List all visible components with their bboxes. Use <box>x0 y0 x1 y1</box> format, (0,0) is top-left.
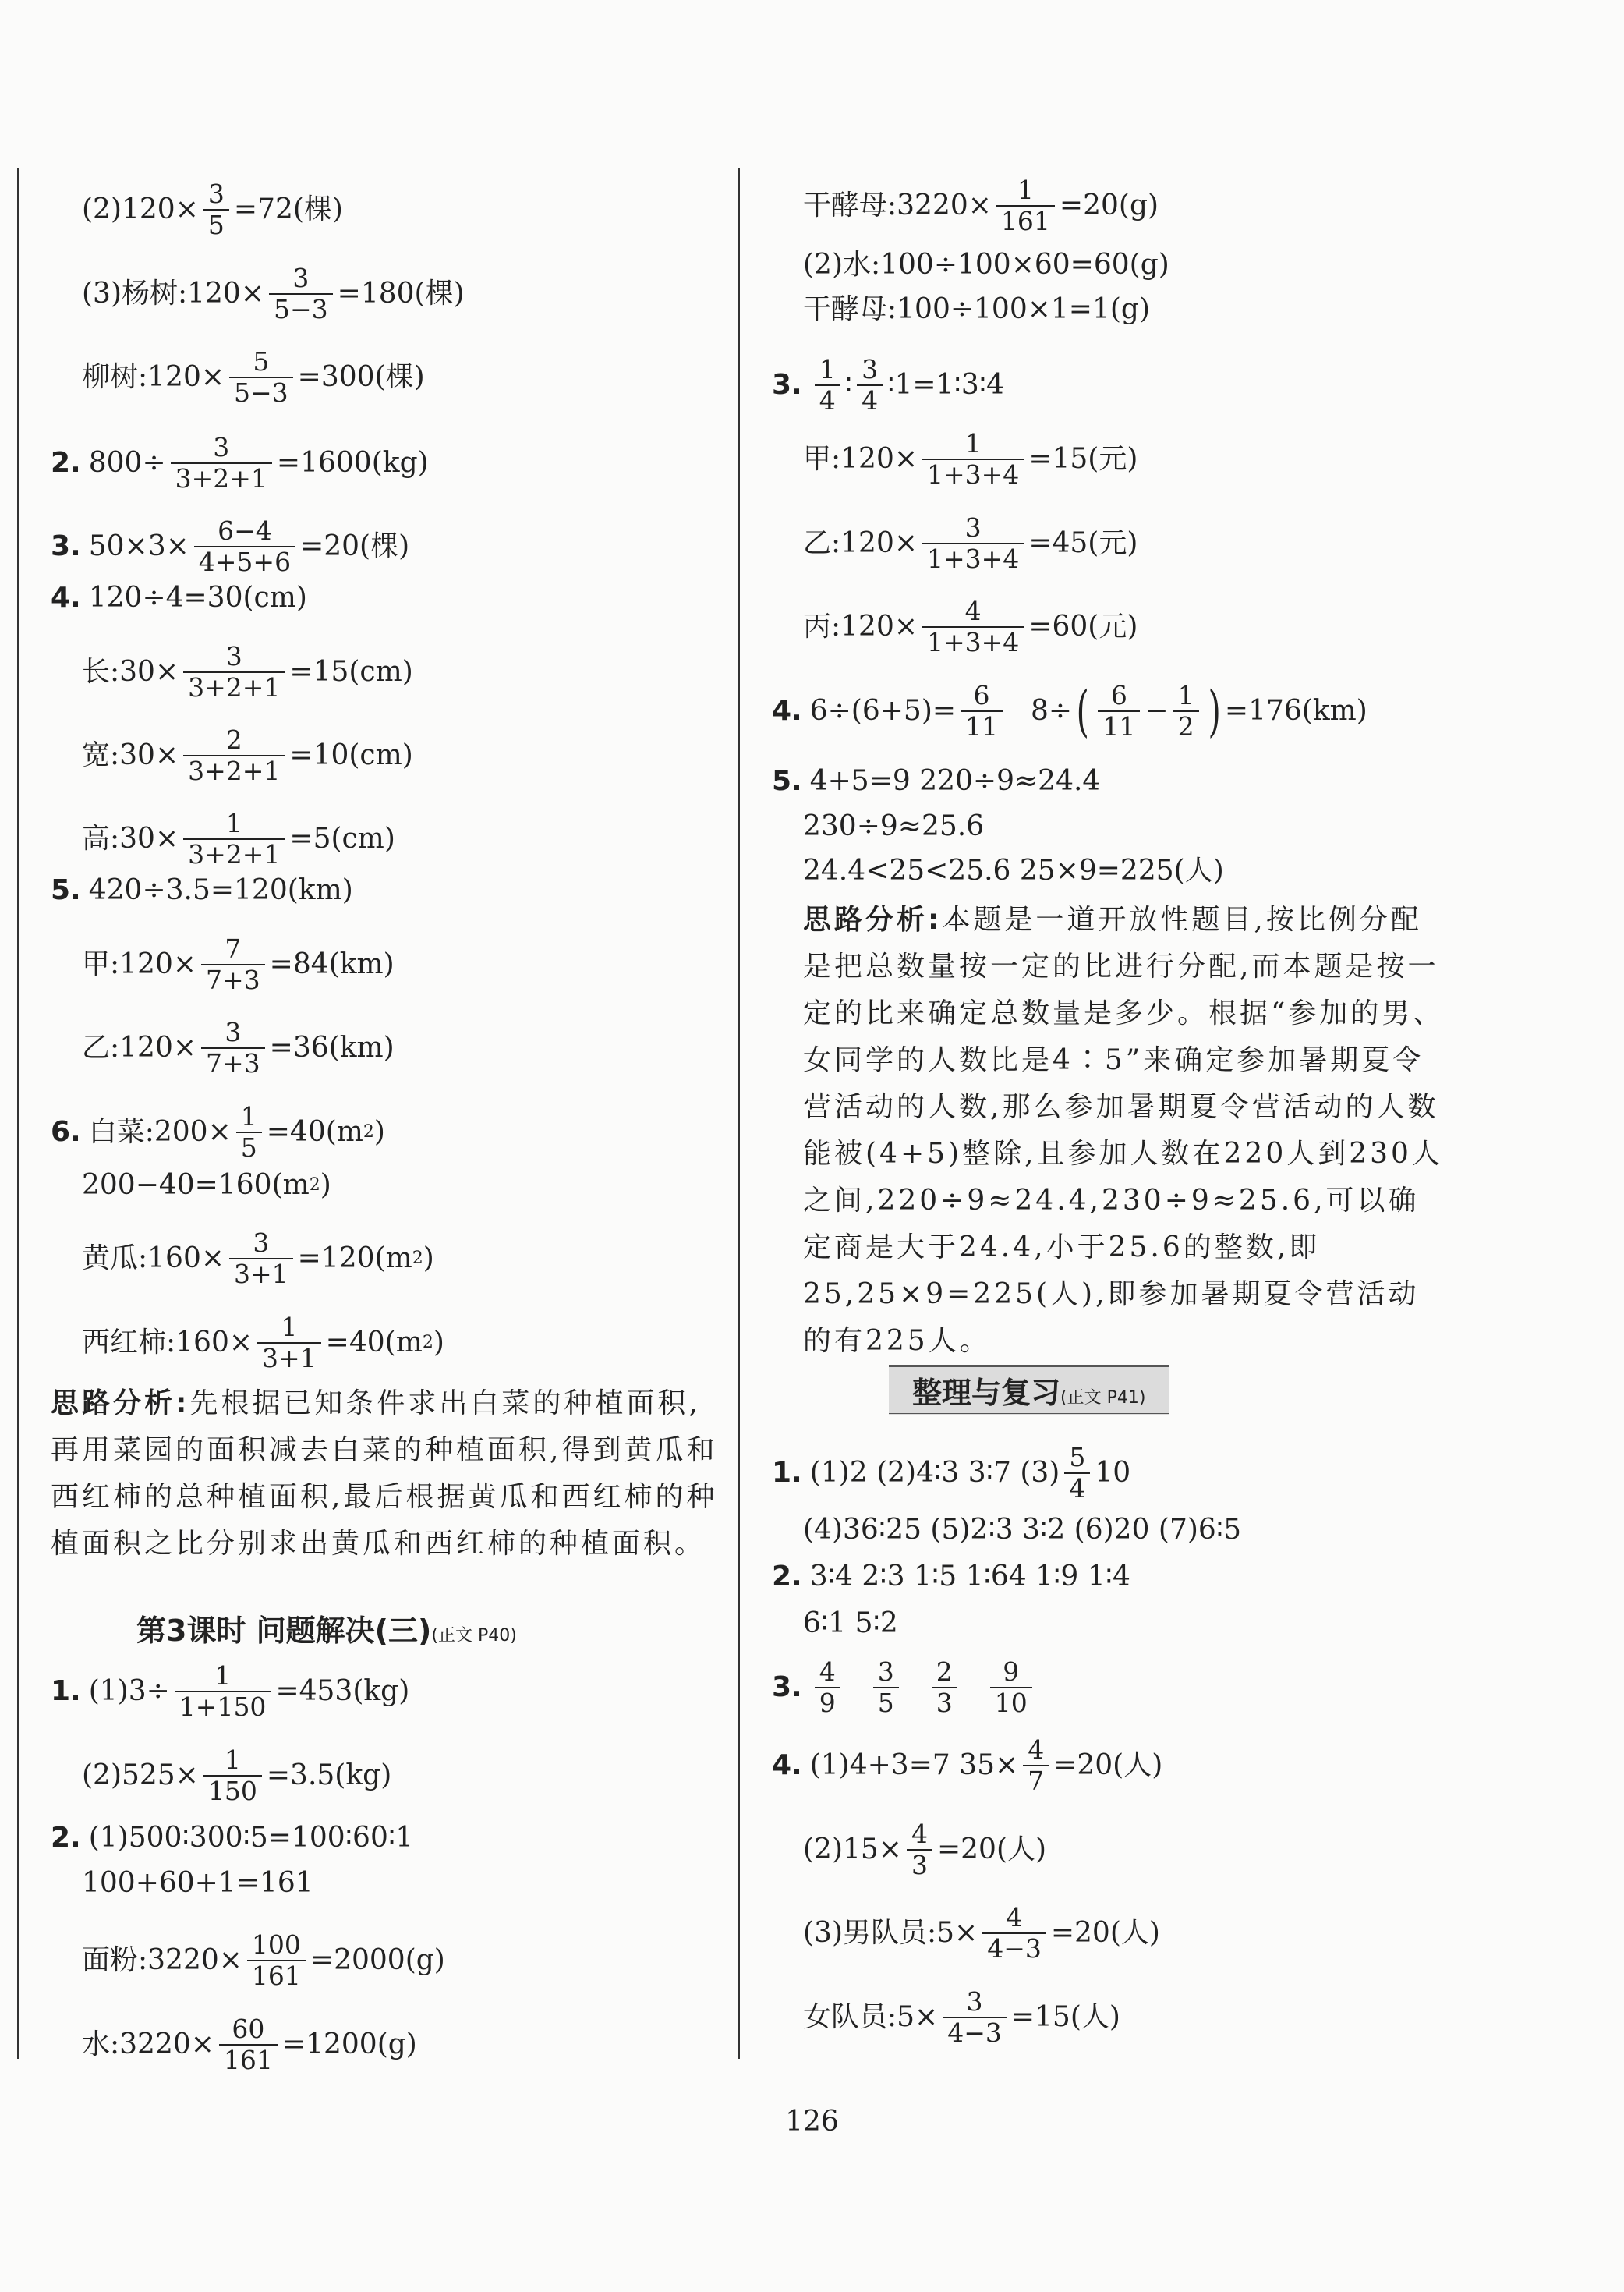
answer-line: 4. 120÷4=30(cm) <box>51 582 307 614</box>
fraction: $\frac{1}{5}$ <box>236 1102 262 1163</box>
fraction: $\frac{1}{3+1}$ <box>257 1312 321 1373</box>
fraction: $\frac{2}{3+2+1}$ <box>183 725 285 786</box>
fraction: $\frac{3}{5}$ <box>203 179 229 240</box>
answer-line: 1. (1)3÷ $\frac{1}{1+150}$ =453(kg) <box>51 1660 410 1722</box>
answer-line: 100+60+1=161 <box>82 1867 313 1899</box>
fraction: $\frac{4}{9}$ <box>815 1657 840 1718</box>
fraction: $\frac{1}{161}$ <box>996 175 1055 236</box>
column-divider <box>738 168 740 2059</box>
fraction: $\frac{4}{7}$ <box>1023 1735 1049 1796</box>
fraction: $\frac{6-4}{4+5+6}$ <box>194 516 295 577</box>
fraction: $\frac{3}{3+1}$ <box>229 1228 293 1289</box>
answer-line: (2)525× $\frac{1}{150}$ =3.5(kg) <box>82 1745 392 1806</box>
section-heading: 整理与复习(正文 P41) <box>889 1365 1169 1415</box>
answer-line: 4. 6÷(6+5)= $\frac{6}{11}$ 8÷ ( $\frac{6}{11}$ − $\frac{1}{2}$ ) =176(km) <box>772 679 1367 743</box>
fraction: $\frac{3}{3+2+1}$ <box>171 433 272 494</box>
answer-line: 干酵母:100÷100×1=1(g) <box>803 293 1150 325</box>
answer-line: 4. (1)4+3=7 35× $\frac{4}{7}$ =20(人) <box>772 1734 1163 1796</box>
fraction: $\frac{4}{4-3}$ <box>982 1903 1046 1964</box>
answer-line: (2)水:100÷100×60=60(g) <box>803 249 1169 281</box>
fraction: $\frac{3}{4}$ <box>857 355 883 416</box>
page-number: 126 <box>785 2106 839 2138</box>
fraction: $\frac{5}{4}$ <box>1064 1443 1090 1504</box>
fraction: $\frac{1}{150}$ <box>203 1745 262 1806</box>
answer-line: 200−40=160(m 2 ) <box>82 1169 331 1201</box>
analysis-paragraph: 思路分析:先根据已知条件求出白菜的种植面积,再用菜园的面积减去白菜的种植面积,得到黄瓜和西红柿的总种植面积,最后根据黄瓜和西红柿的种植面积之比分别求出黄瓜和西红柿的种植面积。 <box>51 1387 718 1560</box>
answer-line: 6. 白菜:200× $\frac{1}{5}$ =40(m 2 ) <box>51 1101 385 1163</box>
fraction: $\frac{3}{4-3}$ <box>943 1987 1007 2048</box>
answer-line: 甲:120× $\frac{1}{1+3+4}$ =15(元) <box>803 428 1138 490</box>
answer-line: 24.4<25<25.6 25×9=225(人) <box>803 855 1224 887</box>
answer-line: 3. $\frac{1}{4}$ ∶ $\frac{3}{4}$ ∶1=1∶3∶4 <box>772 354 1004 416</box>
answer-line: 宽:30× $\frac{2}{3+2+1}$ =10(cm) <box>82 724 413 786</box>
answer-line: (2)120× $\frac{3}{5}$ =72(棵) <box>82 179 343 240</box>
answer-line: 5. 420÷3.5=120(km) <box>51 874 353 906</box>
answer-line: (3)杨树:120× $\frac{3}{5-3}$ =180(棵) <box>82 263 465 324</box>
answer-line: 2. 3∶4 2∶3 1∶5 1∶64 1∶9 1∶4 <box>772 1560 1130 1592</box>
answer-line: 乙:120× $\frac{3}{7+3}$ =36(km) <box>82 1017 395 1079</box>
fraction: $\frac{2}{3}$ <box>932 1657 957 1718</box>
answer-line: 干酵母:3220× $\frac{1}{161}$ =20(g) <box>803 175 1159 236</box>
answer-line: 230÷9≈25.6 <box>803 810 985 842</box>
fraction: $\frac{60}{161}$ <box>219 2014 278 2075</box>
fraction: $\frac{9}{10}$ <box>990 1657 1032 1718</box>
answer-line: (4)36∶25 (5)2∶3 3∶2 (6)20 (7)6∶5 <box>803 1514 1242 1546</box>
fraction: $\frac{3}{3+2+1}$ <box>183 642 285 703</box>
fraction: $\frac{3}{7+3}$ <box>201 1018 265 1079</box>
answer-line: 5. 4+5=9 220÷9≈24.4 <box>772 765 1101 797</box>
answer-line: 水:3220× $\frac{60}{161}$ =1200(g) <box>82 2014 417 2075</box>
fraction: $\frac{3}{1+3+4}$ <box>922 513 1024 574</box>
left-margin-rule <box>17 168 19 2059</box>
fraction: $\frac{1}{2}$ <box>1173 681 1199 742</box>
fraction: $\frac{1}{1+3+4}$ <box>922 429 1024 490</box>
fraction: $\frac{7}{7+3}$ <box>201 934 265 995</box>
answer-line: 女队员:5× $\frac{3}{4-3}$ =15(人) <box>803 1986 1120 2048</box>
fraction: $\frac{4}{3}$ <box>907 1819 932 1880</box>
parenthesized-expression: ( $\frac{6}{11}$ − $\frac{1}{2}$ ) <box>1076 679 1221 743</box>
answer-line: 西红柿:160× $\frac{1}{3+1}$ =40(m 2 ) <box>82 1312 444 1373</box>
answer-line: 黄瓜:160× $\frac{3}{3+1}$ =120(m 2 ) <box>82 1227 434 1289</box>
answer-line: (3)男队员:5× $\frac{4}{4-3}$ =20(人) <box>803 1902 1160 1964</box>
answer-line: 6∶1 5∶2 <box>803 1607 898 1639</box>
fraction: $\frac{4}{1+3+4}$ <box>922 597 1024 657</box>
fraction: $\frac{1}{4}$ <box>815 355 840 416</box>
answer-line: 3. $\frac{4}{9}$ $\frac{3}{5}$ $\frac{2}{3}$ $\frac{9}{10}$ <box>772 1657 1037 1718</box>
fraction: $\frac{1}{1+150}$ <box>175 1661 271 1722</box>
answer-line: 面粉:3220× $\frac{100}{161}$ =2000(g) <box>82 1929 445 1991</box>
fraction: $\frac{6}{11}$ <box>1098 681 1140 742</box>
answer-line: 甲:120× $\frac{7}{7+3}$ =84(km) <box>82 933 395 995</box>
fraction: $\frac{3}{5-3}$ <box>269 264 333 324</box>
fraction: $\frac{6}{11}$ <box>961 681 1003 742</box>
fraction: $\frac{1}{3+2+1}$ <box>183 809 285 870</box>
lesson-heading: 第3课时 问题解决(三)(正文 P40) <box>136 1614 517 1648</box>
fraction: $\frac{3}{5}$ <box>873 1657 899 1718</box>
answer-line: (2)15× $\frac{4}{3}$ =20(人) <box>803 1819 1047 1880</box>
answer-line: 乙:120× $\frac{3}{1+3+4}$ =45(元) <box>803 512 1138 574</box>
fraction: $\frac{5}{5-3}$ <box>229 347 293 408</box>
answer-line: 2. 800÷ $\frac{3}{3+2+1}$ =1600(kg) <box>51 432 429 494</box>
answer-line: 高:30× $\frac{1}{3+2+1}$ =5(cm) <box>82 808 395 870</box>
answer-line: 1. (1)2 (2)4∶3 3∶7 (3) $\frac{5}{4}$ 10 <box>772 1442 1131 1504</box>
answer-line: 丙:120× $\frac{4}{1+3+4}$ =60(元) <box>803 596 1138 657</box>
analysis-paragraph: 思路分析:本题是一道开放性题目,按比例分配是把总数量按一定的比进行分配,而本题是按一定的比来确定总数量是多少。根据“参加的男、女同学的人数比是4∶5”来确定参加暑期夏令营活动的人数,那么参加暑期夏令营活动的人数能被(4+5)整除,且参加人数在220人到230人之间,220÷9≈24.4,230÷9≈25.6,可以确定商是大于24.4,小于25.6的整数,即25,25×9=225(人),即参加暑期夏令营活动的有225人。 <box>803 904 1445 1357</box>
fraction: $\frac{100}{161}$ <box>247 1930 306 1991</box>
answer-line: 长:30× $\frac{3}{3+2+1}$ =15(cm) <box>82 641 413 703</box>
answer-line: 柳树:120× $\frac{5}{5-3}$ =300(棵) <box>82 346 425 408</box>
answer-line: 3. 50×3× $\frac{6-4}{4+5+6}$ =20(棵) <box>51 515 410 577</box>
answer-line: 2. (1)500∶300∶5=100∶60∶1 <box>51 1822 414 1854</box>
